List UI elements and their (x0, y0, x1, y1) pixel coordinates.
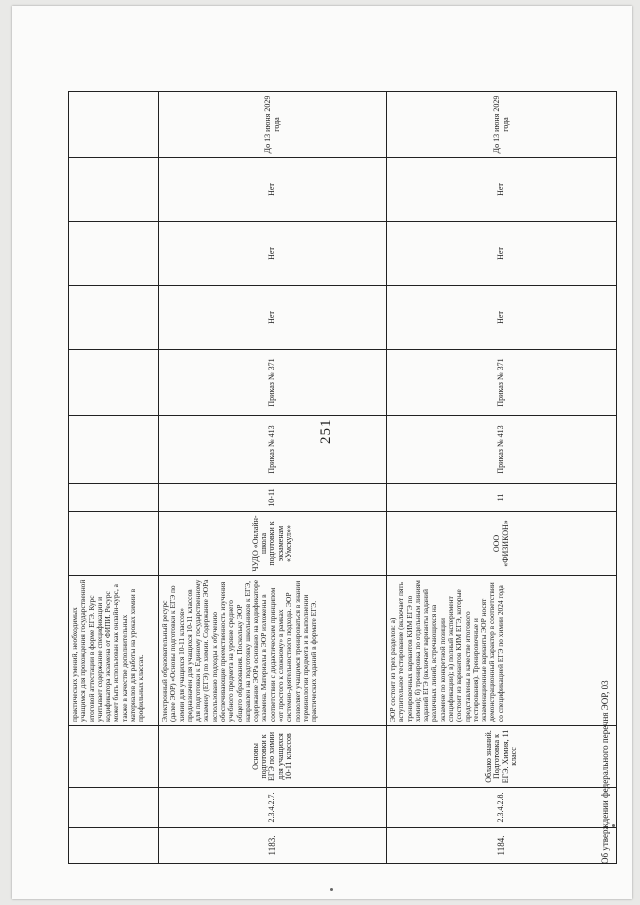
grade: 11 (387, 484, 617, 512)
document-page (12, 6, 632, 899)
column-c2: Нет (387, 222, 617, 286)
row-code (69, 788, 159, 828)
table-row (387, 92, 617, 864)
resource-description: ЭОР состоит из трех разделов: а) вступительное тестирование (включает пять тренировочных вариантов КИМ ЕГЭ по химии); б) тренировка по отдельным линиям заданий ЕГЭ (включает варианты заданий различных линий, встречающихся на экзамене по конкретной позиции спецификации); в) полный эксперимент (состоит из вариантов КИМ ЕГЭ, которые представлены в качестве итогового тестирования). Тренировочные и экзаменационные варианты ЭОР носят демонстрационный характер в соответствии со спецификацией ЕГЭ по химии 2024 года (387, 576, 617, 726)
column-c1: Нет (387, 286, 617, 350)
resource-description: Электронный образовательный ресурс (далее ЭОР) «Основы подготовки к ЕГЭ по химии для учащихся 10-11 классов» предназначен для учащихся 10-11 классов для подготовки к Единому государственному экзамену (ЕГЭ) по химии. Содержание ЭОРа использовано подходы к обучению обеспечивающие преемственность изучения учебного предмета на уровне среднего общего образования. Поскольку ЭОР направлен на подготовку школьников к ЕГЭ, содержание ЭОРа основано на кодификаторе экзамена. Материалы в ЭОР изложены в соответствии с дидактическим принципом «от простого к сложному» в рамках системно-деятельностного подхода. ЭОР позволяет учащимся тренироваться в знании терминологии предмета и в выполнении практических заданий в формате ЕГЭ. (159, 576, 387, 726)
column-c2: Нет (159, 222, 387, 286)
row-number: 1183. (159, 828, 387, 864)
eor-table (68, 91, 617, 864)
order-first: Приказ № 413 (387, 416, 617, 484)
order-second (69, 350, 159, 416)
row-number: 1184. (387, 828, 617, 864)
deadline: До 13 июня 2029 года (387, 92, 617, 158)
resource-description: практических умений, необходимых учащимся для прохождения государственной итоговой аттестации в форме ЕГЭ. Курс учитывает содержание спецификации и кодификатора экзамена от ФИПИ. Ресурс может быть использован как онлайн-курс, а также в качестве дополнительных материалов для работы на уроках химии в профильных классах. (69, 576, 159, 726)
order-first (69, 416, 159, 484)
page-number: 251 (318, 418, 334, 444)
row-code: 2.3.4.2.7. (159, 788, 387, 828)
row-code: 2.3.4.2.8. (387, 788, 617, 828)
order-second: Приказ № 371 (159, 350, 387, 416)
footer-caption: Об утверждении федерального перечня ЭОР, 03 (600, 680, 610, 864)
rotated-table-container (68, 92, 616, 864)
order-second: Приказ № 371 (387, 350, 617, 416)
deadline (69, 92, 159, 158)
developer (69, 512, 159, 576)
resource-name: Облако знаний. Подготовка к ЕГЭ. Химия, 11 класс (387, 726, 617, 788)
column-c1: Нет (159, 286, 387, 350)
column-c2 (69, 222, 159, 286)
grade: 10-11 (159, 484, 387, 512)
developer: ООО «ФИЗИКОН» (387, 512, 617, 576)
column-c3: Нет (159, 158, 387, 222)
table-row (159, 92, 387, 864)
column-c3: Нет (387, 158, 617, 222)
grade (69, 484, 159, 512)
developer: ЧУДО «Онлайн-школа подготовки к экзаменам «Умскул»» (159, 512, 387, 576)
column-c1 (69, 286, 159, 350)
scan-speck (330, 888, 333, 891)
row-number (69, 828, 159, 864)
resource-name: Основы подготовки к ЕГЭ по химии для учащихся 10-11 классов (159, 726, 387, 788)
deadline: До 13 июня 2029 года (159, 92, 387, 158)
scan-speck (612, 824, 615, 827)
table-row (69, 92, 159, 864)
column-c3 (69, 158, 159, 222)
resource-name (69, 726, 159, 788)
order-first: Приказ № 413 (159, 416, 387, 484)
